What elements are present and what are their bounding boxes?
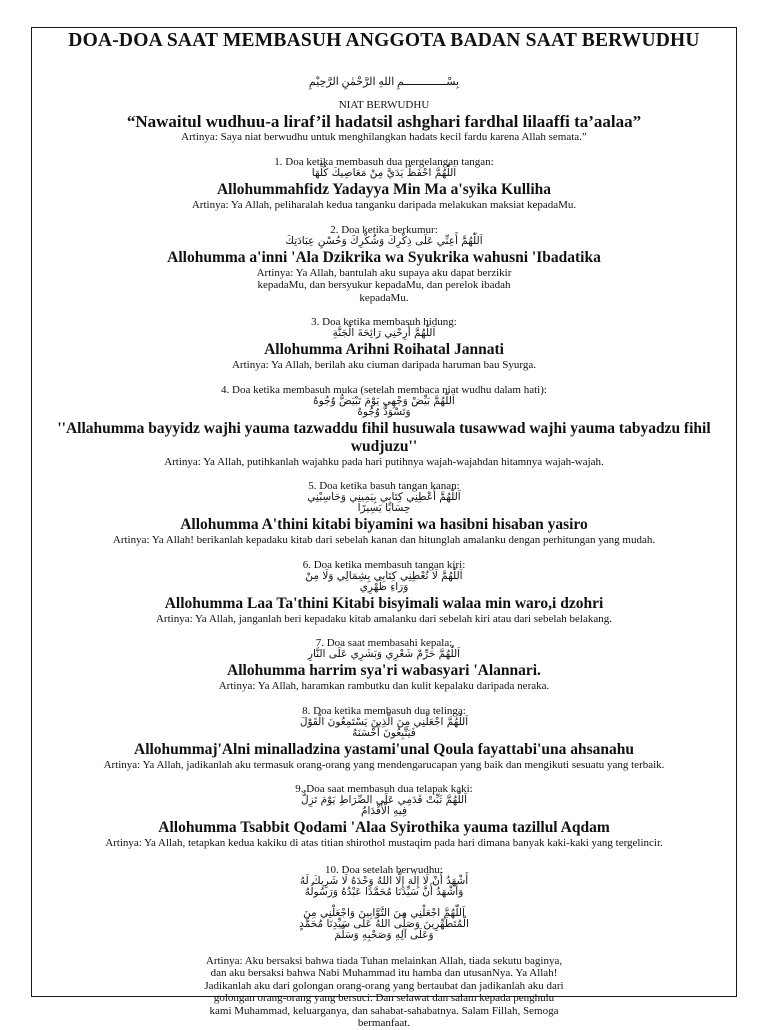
doa-latin: Allohumma Laa Ta'thini Kitabi bisyimali walaa min waro,i dzohri — [164, 594, 604, 612]
niat-latin: “Nawaitul wudhuu-a liraf’il hadatsil ashghari fardhal lilaaffi ta’aalaa” — [126, 112, 642, 131]
doa-translation: Artinya: Ya Allah, berilah aku ciuman daripada haruman bau Syurga. — [231, 359, 537, 371]
doa-latin: Allohummahfidz Yadayya Min Ma a'syika Kulliha — [216, 181, 552, 198]
doa-label: 3. Doa ketika membasuh hidung: — [311, 316, 457, 328]
doa-label: 10. Doa setelah berwudhu: — [325, 863, 443, 876]
doa-latin: Allohummaj'Alni minalladzina yastami'unal Qoula fayattabi'una ahsanahu — [134, 740, 634, 758]
doa-label: 6. Doa ketika membasuh tangan kiri: — [302, 558, 466, 571]
doa-label: 9. Doa saat membasuh dua telapak kaki: — [295, 783, 473, 795]
doa-arabic: اَللّٰهُمَّ لَا تُعْطِنِي كِتَابِي بِشِمَالِي وَلَا مِنْ وَرَاءِ ظَهْرِي — [305, 569, 463, 593]
doa-label: 7. Doa saat membasahi kepala: — [315, 637, 453, 649]
doa-section-5 — [31, 480, 737, 547]
doa-label: 4. Doa ketika membasuh muka (setelah membaca niat wudhu dalam hati): — [221, 383, 547, 396]
doa-section-2 — [31, 224, 737, 305]
page-title: DOA-DOA SAAT MEMBASUH ANGGOTA BADAN SAAT BERWUDHU — [68, 30, 700, 51]
doa-translation: Artinya: Ya Allah, putihkanlah wajahku pada hari putihnya wajah-wajahdan hitamnya wajah-wajah. — [164, 455, 604, 468]
doa-latin: Allohumma A'thini kitabi biyamini wa hasibni hisaban yasiro — [180, 516, 588, 533]
doa-translation: Artinya: Aku bersaksi bahwa tiada Tuhan melainkan Allah, tiada sekutu baginya, dan aku bersaksi bahwa Nabi Muhammad itu hamba dan utusanNya. Ya Allah! Jadikanlah aku dari golongan orang-orang yang bertaubat dan jadikanlah aku dari golongan orang-orang yang bersuci. Dan selawat dan salam kepada penghulu kami Muhammad, keluarganya, dan sahabat-sahabatnya. Salam Fillah, Semoga bermanfaat. — [204, 954, 564, 1029]
doa-label: 5. Doa ketika basuh tangan kanan: — [308, 480, 460, 492]
bismillah-text: بِسْـــــــــــــمِ اللهِ الرَّحْمٰنِ الرَّحِيْمِ — [308, 76, 460, 88]
doa-arabic: اَللّٰهُمَّ أَعِنِّي عَلَى ذِكْرِكَ وَشُكْرِكَ وَحُسْنِ عِبَادَتِكَ — [285, 234, 483, 247]
niat-translation: Artinya: Saya niat berwudhu untuk menghilangkan hadats kecil fardu karena Allah semata.” — [181, 131, 587, 143]
doa-section-8 — [31, 705, 737, 772]
doa-arabic: اَللّٰهُمَّ ثَبِّتْ قَدَمِي عَلَى الصِّرَاطِ يَوْمَ تَزِلُّ فِيهِ الْأَقْدَامُ — [300, 794, 468, 817]
doa-section-9 — [31, 783, 737, 850]
niat-label: NIAT BERWUDHU — [338, 99, 430, 111]
niat-section — [31, 99, 737, 144]
doa-section-10 — [31, 864, 737, 1030]
doa-latin: Allohumma harrim sya'ri wabasyari 'Alannari. — [227, 662, 541, 679]
doa-translation: Artinya: Ya Allah, jadikanlah aku termasuk orang-orang yang mendengarucapan yang baik dan mengikuti sesuatu yang terbaik. — [103, 758, 665, 771]
doa-label: 2. Doa ketika berkumur: — [330, 223, 438, 236]
doa-label: 8. Doa ketika membasuh dua telinga: — [302, 704, 466, 717]
doa-section-6 — [31, 559, 737, 626]
doa-section-7 — [31, 637, 737, 693]
doa-section-3 — [31, 316, 737, 372]
doa-translation: Artinya: Ya Allah, peliharalah kedua tanganku daripada melakukan maksiat kepadaMu. — [191, 199, 577, 211]
doa-translation: Artinya: Ya Allah, bantulah aku supaya aku dapat berzikir kepadaMu, dan bersyukur kepadaMu, dan perelok ibadah kepadaMu. — [256, 266, 512, 304]
doa-arabic: اَللّٰهُمَّ بَيِّضْ وَجْهِي يَوْمَ تَبْيَضُّ وُجُوهٌ وَتَسْوَدُّ وُجُوهٌ — [313, 394, 455, 418]
doa-arabic-syahadat: أَشْهَدُ أَنْ لَا إِلٰهَ إِلَّا اللهُ وَحْدَهُ لَا شَرِيكَ لَهُ وَأَشْهَدُ أَنَّ سَيِّدَنَا مُحَمَّدًا عَبْدُهُ وَرَسُولُهُ — [299, 874, 469, 898]
doa-arabic: اَللّٰهُمَّ اجْعَلْنِي مِنَ الَّذِينَ يَسْتَمِعُونَ الْقَوْلَ فَيَتَّبِعُونَ أَحْسَنَهُ — [299, 715, 469, 739]
doa-section-1 — [31, 156, 737, 212]
doa-translation: Artinya: Ya Allah, tetapkan kedua kakiku di atas titian shirothol mustaqim pada hari dimana banyak kaki-kaki yang tergelincir. — [105, 837, 663, 849]
doa-translation: Artinya: Ya Allah, haramkan rambutku dan kulit kepalaku daripada neraka. — [218, 680, 550, 692]
doa-arabic: اَللّٰهُمَّ احْفَظْ يَدَيَّ مِنْ مَعَاصِيكَ كُلِّهَا — [311, 167, 457, 179]
doa-arabic: اَللّٰهُمَّ أَعْطِنِي كِتَابِي بِيَمِينِي وَحَاسِبْنِي حِسَابًا يَسِيرًا — [307, 491, 461, 514]
doa-section-4 — [31, 384, 737, 469]
doa-latin: Allohumma Tsabbit Qodami 'Alaa Syirothika yauma tazillul Aqdam — [158, 819, 610, 836]
doa-translation: Artinya: Ya Allah! berikanlah kepadaku kitab dari sebelah kanan dan hitunglah amalanku dengan perhitungan yang mudah. — [112, 534, 656, 546]
doa-latin: Allohumma a'inni 'Ala Dzikrika wa Syukrika wahusni 'Ibadatika — [167, 248, 601, 266]
doa-latin: ''Allahumma bayyidz wajhi yauma tazwaddu fihil husuwala tusawwad wajhi yauma tabyadzu fihil wudjuzu'' — [57, 419, 711, 455]
document-body — [31, 27, 737, 1030]
doa-arabic: اَللّٰهُمَّ أَرِحْنِي رَائِحَةَ الْجَنَّةِ — [332, 327, 436, 339]
doa-translation: Artinya: Ya Allah, janganlah beri kepadaku kitab amalanku dari sebelah kiri atau dari sebelah belakang. — [155, 612, 613, 625]
doa-arabic-closing: اَللّٰهُمَّ اجْعَلْنِي مِنَ التَّوَّابِينَ وَاجْعَلْنِي مِنَ الْمُتَطَهِّرِينَ وَصَلَّى اللهُ عَلَى سَيِّدِنَا مُحَمَّدٍ وَعَلَى آلِهِ وَصَحْبِهِ وَسَلَّمَ — [299, 906, 469, 941]
doa-latin: Allohumma Arihni Roihatal Jannati — [264, 341, 504, 358]
doa-label: 1. Doa ketika membasuh dua pergelangan tangan: — [274, 156, 494, 168]
doa-arabic: اَللّٰهُمَّ حَرِّمْ شَعْرِي وَبَشَرِي عَلَى النَّارِ — [307, 648, 461, 660]
